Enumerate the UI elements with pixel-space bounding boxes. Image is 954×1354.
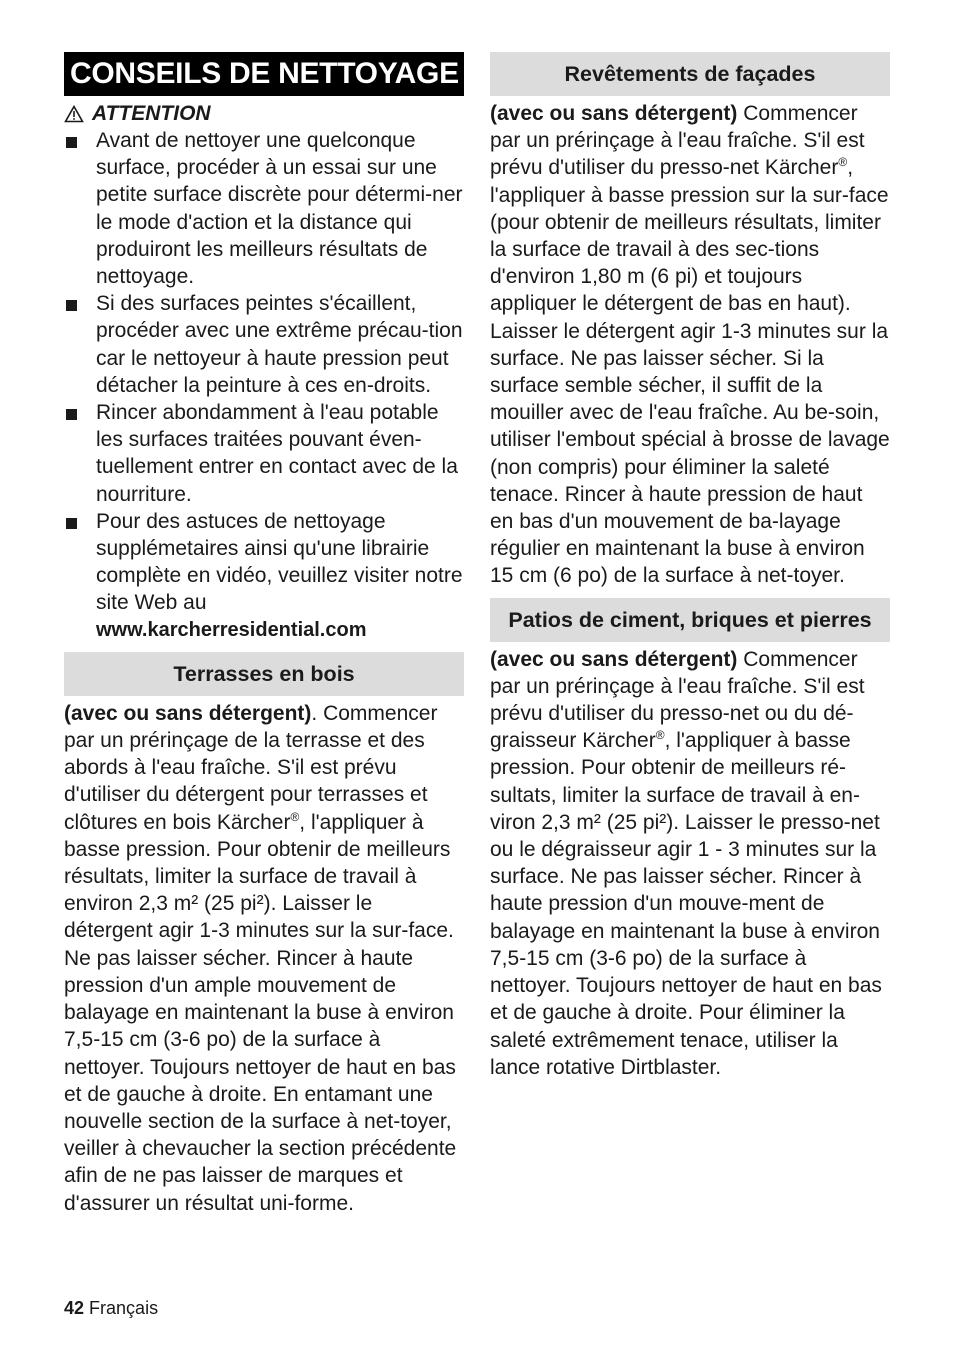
bullet-square-icon xyxy=(66,518,77,529)
list-item xyxy=(64,290,464,399)
registered-mark: ® xyxy=(655,728,665,743)
list-item-text: Avant de nettoyer une quelconque surface, procéder à un essai sur une petite surface discrète pour détermi-ner le mode d'action et la distance qui produiront les meilleurs résultats de nettoyage. xyxy=(96,129,463,289)
section-heading-facades: Revêtements de façades xyxy=(490,52,890,96)
section-heading-patios: Patios de ciment, briques et pierres xyxy=(490,598,890,642)
section-heading-terrasses: Terrasses en bois xyxy=(64,652,464,696)
list-item-text: Rincer abondamment à l'eau potable les surfaces traitées pouvant éven-tuellement entrer en contact avec de la nourriture. xyxy=(96,401,458,506)
section-body-patios xyxy=(490,646,890,1081)
registered-mark: ® xyxy=(290,809,300,824)
left-column xyxy=(64,52,464,1217)
page-title: CONSEILS DE NETTOYAGE xyxy=(64,52,464,96)
attention-label: ATTENTION xyxy=(92,102,211,125)
page-number: 42 xyxy=(64,1298,85,1318)
warning-triangle-icon xyxy=(64,105,84,123)
list-item xyxy=(64,508,464,644)
attention-notice xyxy=(64,100,464,127)
section-body-terrasses xyxy=(64,700,464,1217)
registered-mark: ® xyxy=(838,155,848,170)
section-text: . Commencer par un prérinçage de la terrasse et des abords à l'eau fraîche. S'il est prévu d'utiliser du détergent pour terrasses et clôtures en bois Kärcher xyxy=(64,701,438,834)
section-text: Commencer par un prérinçage à l'eau fraîche. S'il est prévu d'utiliser du presso-net Kärcher xyxy=(490,102,865,180)
footer-language: Français xyxy=(89,1298,159,1318)
section-body-facades xyxy=(490,100,890,590)
cleaning-tips-list xyxy=(64,127,464,644)
section-text: , l'appliquer à basse pression. Pour obtenir de meilleurs résultats, limiter la surface de travail à environ 2,3 m² (25 pi²). Laisser le détergent agir 1-3 minutes sur la sur-face. Ne pas laisser sécher. Rincer à haute pression d'un ample mouvement de balayage en maintenant la buse à environ 7,5-15 cm (3-6 po) de la surface à nettoyer. Toujours nettoyer de haut en bas et de gauche à droite. En entamant une nouvelle section de la surface à net-toyer, veiller à chevaucher la section précédente afin de ne pas laisser de marques et d'assurer un résultat uni-forme. xyxy=(64,810,457,1215)
list-item-text: Si des surfaces peintes s'écaillent, procéder avec une extrême précau-tion car le nettoyeur à haute pression peut détacher la peinture à ces en-droits. xyxy=(96,292,463,397)
page-footer xyxy=(64,1297,158,1319)
section-lead: (avec ou sans détergent) xyxy=(490,102,738,125)
section-text: , l'appliquer à basse pression sur la sur-face (pour obtenir de meilleurs résultats, limiter la surface de travail à des sec-tions d'environ 1,80 m (6 pi) et toujours appliquer le détergent de bas en haut). Laisser le détergent agir 1-3 minutes sur la surface. Ne pas laisser sécher. Si la surface semble sécher, il suffit de la mouiller avec de l'eau fraîche. Au be-soin, utiliser l'embout spécial à brosse de lavage (non compris) pour éliminer la saleté tenace. Rincer à haute pression de haut en bas d'un mouvement de ba-layage régulier en maintenant la buse à environ 15 cm (6 po) de la surface à net-toyer. xyxy=(490,156,890,588)
section-lead: (avec ou sans détergent) xyxy=(490,647,738,671)
bullet-square-icon xyxy=(66,409,77,420)
list-item xyxy=(64,399,464,508)
section-text: , l'appliquer à basse pression. Pour obtenir de meilleurs ré-sultats, limiter la surface de travail à en-viron 2,3 m² (25 pi²). Laisser le presso-net ou le dégraisseur agir 1 - 3 minutes sur la surface. Ne pas laisser sécher. Rincer à haute pression d'un mouve-ment de balayage en maintenant la buse à environ 7,5-15 cm (3-6 po) de la surface à nettoyer. Toujours nettoyer de haut en bas et de gauche à droite. Pour éliminer la saleté extrêmement tenace, utiliser la lance rotative Dirtblaster. xyxy=(490,729,882,1079)
bullet-square-icon xyxy=(66,137,77,148)
bullet-square-icon xyxy=(66,300,77,311)
right-column xyxy=(490,52,890,1081)
website-link[interactable]: www.karcherresidential.com xyxy=(96,618,367,641)
section-lead: (avec ou sans détergent) xyxy=(64,701,312,725)
list-item-text: Pour des astuces de nettoyage supplémetaires ainsi qu'une librairie complète en vidéo, veuillez visiter notre site Web au xyxy=(96,509,463,615)
list-item xyxy=(64,127,464,290)
section-text: Commencer par un prérinçage à l'eau fraîche. S'il est prévu d'utiliser du presso-net ou du dé-graisseur Kärcher xyxy=(490,647,865,753)
